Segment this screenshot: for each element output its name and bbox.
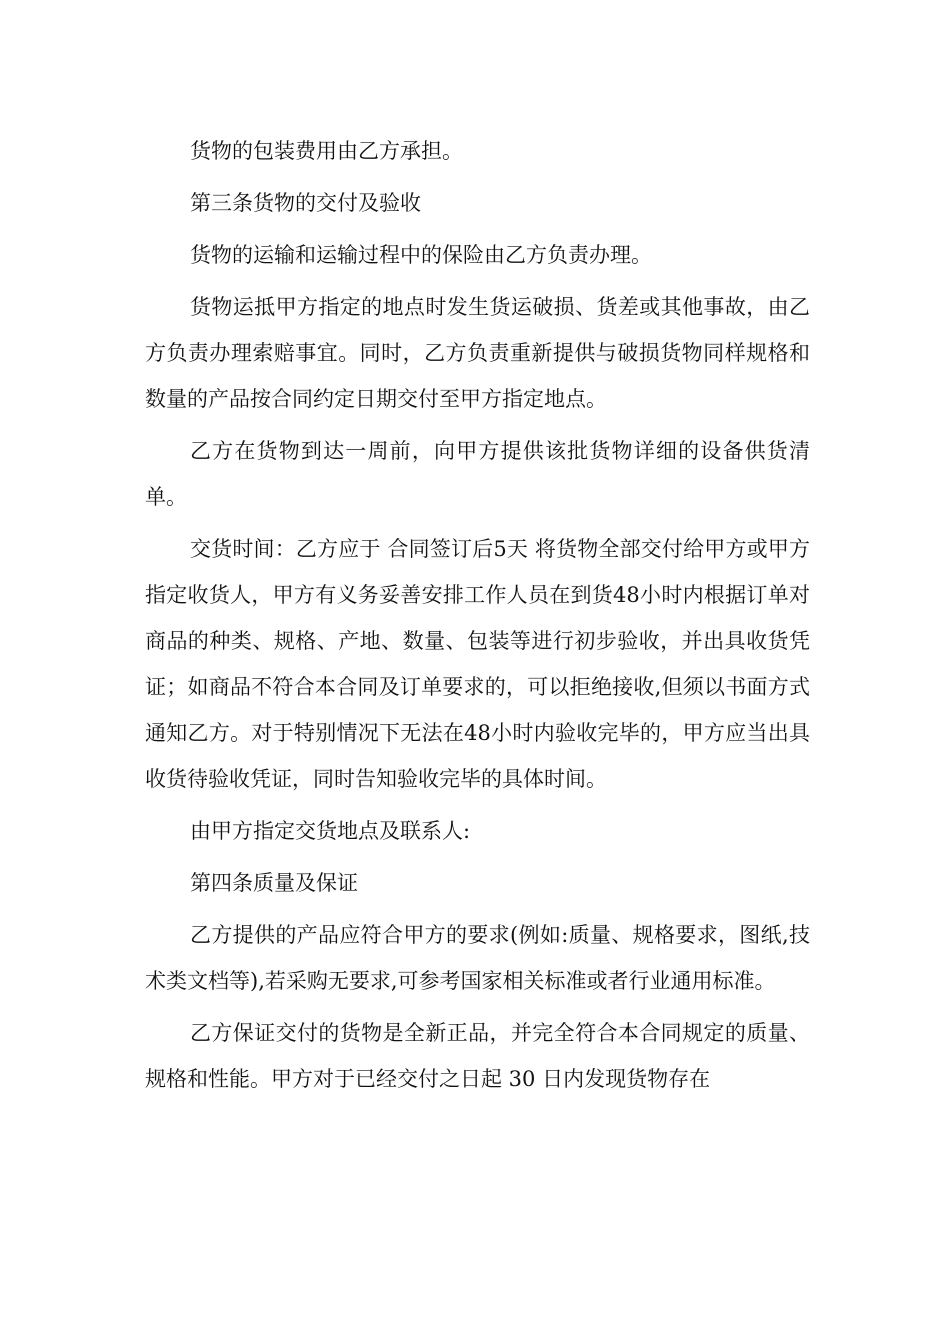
- paragraph-transport-insurance: 货物的运输和运输过程中的保险由乙方负责办理。: [190, 243, 652, 267]
- paragraph-damage-claims: 货物运抵甲方指定的地点时发生货运破损、货差或其他事故，由乙方负责办理索赔事宜。同时，乙方负责重新提供与破损货物同样规格和数量的产品按合同约定日期交付至甲方指定地点。: [145, 295, 810, 411]
- document-body: [145, 128, 810, 1108]
- paragraph-packaging-cost: 货物的包装费用由乙方承担。: [190, 139, 463, 163]
- paragraph-quality-guarantee: 乙方保证交付的货物是全新正品，并完全符合本合同规定的质量、规格和性能。甲方对于已经交付之日起 30 日内发现货物存在: [145, 1021, 810, 1091]
- section-heading-article-4: 第四条质量及保证: [190, 871, 358, 895]
- paragraph-quality-requirements: 乙方提供的产品应符合甲方的要求(例如:质量、规格要求，图纸,技术类文档等),若采购无要求,可参考国家相关标准或者行业通用标准。: [145, 923, 810, 993]
- section-heading-article-3: 第三条货物的交付及验收: [190, 191, 421, 215]
- paragraph-delivery-location: 由甲方指定交货地点及联系人:: [190, 819, 471, 843]
- paragraph-supply-list: 乙方在货物到达一周前，向甲方提供该批货物详细的设备供货清单。: [145, 439, 810, 509]
- paragraph-delivery-time: 交货时间：乙方应于 合同签订后5天 将货物全部交付给甲方或甲方指定收货人，甲方有义务妥善安排工作人员在到货48小时内根据订单对商品的种类、规格、产地、数量、包装等进行初步验收，并出具收货凭证；如商品不符合本合同及订单要求的，可以拒绝接收,但须以书面方式通知乙方。对于特别情况下无法在48小时内验收完毕的，甲方应当出具收货待验收凭证，同时告知验收完毕的具体时间。: [145, 537, 810, 791]
